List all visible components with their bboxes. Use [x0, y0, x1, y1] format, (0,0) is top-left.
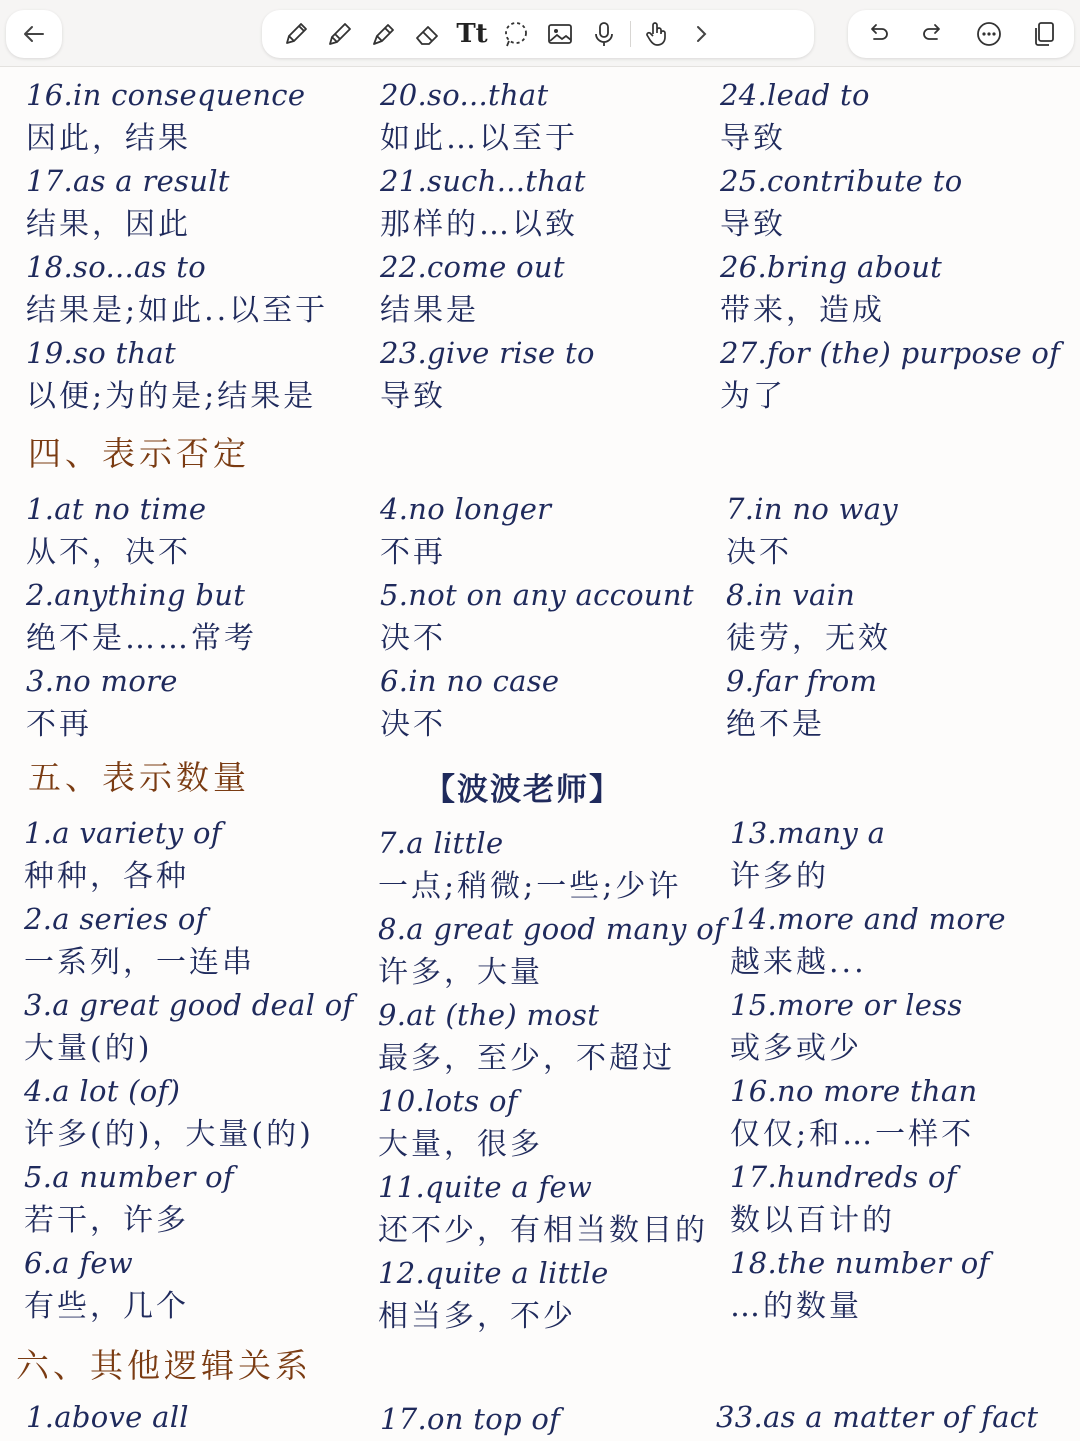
list-item: [24, 984, 354, 1070]
eraser-icon[interactable]: [406, 12, 450, 56]
phrase-en: 23.give rise to: [380, 336, 595, 370]
list-item: [24, 1070, 354, 1156]
phrase-en: 7.a little: [378, 826, 504, 860]
phrase-zh: 那样的…以致: [380, 207, 578, 242]
highlighter-icon[interactable]: [362, 12, 406, 56]
note-canvas: [0, 66, 1080, 1440]
list-item: [24, 898, 354, 984]
phrase-en: 21.such...that: [380, 164, 586, 198]
phrase-zh: 如此…以至于: [380, 121, 578, 156]
phrase-en: 11.quite a few: [378, 1170, 593, 1204]
phrase-zh: 导致: [380, 379, 446, 414]
phrase-zh: 最多，至少，不超过: [378, 1041, 675, 1076]
list-item: [26, 660, 257, 746]
phrase-en: 2.a series of: [24, 902, 207, 936]
phrase-zh: 结果是: [380, 293, 479, 328]
phrase-zh: 或多或少: [730, 1031, 862, 1066]
phrase-en: 6.in no case: [380, 664, 560, 698]
phrase-en: 4.a lot (of): [24, 1074, 181, 1108]
list-item: [726, 488, 898, 574]
phrase-en: 18.the number of: [730, 1246, 990, 1280]
more-icon[interactable]: [967, 12, 1011, 56]
phrase-en: 6.a few: [24, 1246, 133, 1280]
list-item: [26, 332, 328, 418]
phrase-en: 7.in no way: [726, 492, 898, 526]
phrase-en: 4.no longer: [380, 492, 552, 526]
phrase-en: 25.contribute to: [720, 164, 963, 198]
phrase-zh: 大量(的): [24, 1031, 153, 1066]
list-item: [380, 332, 595, 418]
phrase-en: 9.far from: [726, 664, 878, 698]
phrase-en: 18.so...as to: [26, 250, 207, 284]
phrase-zh: 为了: [720, 379, 786, 414]
list-item: [378, 1080, 725, 1166]
phrase-en: 2.anything but: [26, 578, 246, 612]
phrase-en: 22.come out: [380, 250, 565, 284]
list-item: [730, 984, 1006, 1070]
phrase-zh: 数以百计的: [730, 1203, 895, 1238]
text-tool-icon[interactable]: [450, 12, 494, 56]
phrase-zh: 决不: [380, 621, 446, 656]
phrase-zh: 许多(的)，大量(的): [24, 1117, 314, 1152]
top-toolbar: [0, 0, 1080, 67]
list-item: [720, 246, 1060, 332]
section-heading: 四、表示否定: [28, 434, 250, 473]
phrase-zh: 不再: [26, 707, 92, 742]
microphone-icon[interactable]: [582, 12, 626, 56]
list-item: [730, 812, 1006, 898]
section5-column-3: [730, 812, 1006, 1328]
phrase-zh: 结果，因此: [26, 207, 191, 242]
text-tool-label: Tt: [456, 19, 488, 49]
phrase-en: 14.more and more: [730, 902, 1006, 936]
phrase-en: 5.a number of: [24, 1160, 234, 1194]
section-heading: 五、表示数量: [28, 758, 250, 797]
list-item: [380, 574, 694, 660]
back-arrow-icon[interactable]: [12, 12, 56, 56]
pen-icon[interactable]: [274, 12, 318, 56]
phrase-zh: 许多，大量: [378, 955, 543, 990]
phrase-zh: 导致: [720, 207, 786, 242]
back-pill: [6, 10, 62, 58]
phrase-en: 16.in consequence: [26, 78, 306, 112]
phrase-en: 17.hundreds of: [730, 1160, 957, 1194]
phrase-en: 3.no more: [26, 664, 178, 698]
list-item: [720, 160, 1060, 246]
list-item: [378, 1166, 725, 1252]
list-item: [26, 488, 257, 574]
section4-column-3: [726, 488, 898, 746]
phrase-en: 20.so...that: [380, 78, 549, 112]
phrase-en: 33.as a matter of fact: [716, 1400, 1039, 1434]
chevron-right-icon[interactable]: [679, 12, 723, 56]
list-item: [720, 74, 1060, 160]
list-item: [24, 812, 354, 898]
section3-column-1: [26, 74, 328, 418]
list-item: [380, 488, 694, 574]
list-item: [380, 160, 595, 246]
phrase-en: 17.on top of: [380, 1402, 561, 1436]
image-icon[interactable]: [538, 12, 582, 56]
redo-icon[interactable]: [911, 12, 955, 56]
list-item: [380, 660, 694, 746]
phrase-en: 1.above all: [26, 1400, 189, 1434]
phrase-zh: 有些，几个: [24, 1289, 189, 1324]
phrase-en: 27.for (the) purpose of: [720, 336, 1061, 370]
section-heading: 六、其他逻辑关系: [16, 1346, 312, 1385]
phrase-zh: 不再: [380, 535, 446, 570]
phrase-zh: 一点;稍微;一些;少许: [378, 869, 682, 904]
list-item: [720, 332, 1060, 418]
list-item: [730, 898, 1006, 984]
phrase-en: 9.at (the) most: [378, 998, 600, 1032]
list-item: [726, 660, 898, 746]
phrase-en: 8.in vain: [726, 578, 856, 612]
section5-column-2: [378, 822, 725, 1338]
list-item: [26, 74, 328, 160]
list-item: [730, 1156, 1006, 1242]
phrase-en: 8.a great good many of: [378, 912, 726, 946]
phrase-en: 19.so that: [26, 336, 176, 370]
phrase-zh: 从不，决不: [26, 535, 191, 570]
list-item: [26, 160, 328, 246]
phrase-en: 1.a variety of: [24, 816, 222, 850]
list-item: [24, 1242, 354, 1328]
phrase-zh: 若干，许多: [24, 1203, 189, 1238]
phrase-zh: 决不: [380, 707, 446, 742]
phrase-en: 24.lead to: [720, 78, 870, 112]
phrase-en: 16.no more than: [730, 1074, 978, 1108]
list-item: [730, 1242, 1006, 1328]
phrase-en: 1.at no time: [26, 492, 207, 526]
section3-column-2: [380, 74, 595, 418]
tools-pill: [262, 10, 814, 58]
phrase-zh: 因此，结果: [26, 121, 191, 156]
section4-column-2: [380, 488, 694, 746]
section3-column-3: [720, 74, 1060, 418]
phrase-en: 17.as a result: [26, 164, 230, 198]
phrase-zh: 以便;为的是;结果是: [26, 379, 317, 414]
phrase-zh: 还不少，有相当数目的: [378, 1213, 708, 1248]
phrase-zh: 带来，造成: [720, 293, 885, 328]
list-item: [380, 246, 595, 332]
list-item: [24, 1156, 354, 1242]
hand-touch-icon[interactable]: [635, 12, 679, 56]
phrase-zh: 种种，各种: [24, 859, 189, 894]
list-item: [730, 1070, 1006, 1156]
actions-pill: [848, 10, 1074, 58]
phrase-zh: 许多的: [730, 859, 829, 894]
phrase-en: 13.many a: [730, 816, 886, 850]
phrase-zh: 绝不是: [726, 707, 825, 742]
list-item: [726, 574, 898, 660]
list-item: [26, 246, 328, 332]
pencil-icon[interactable]: [318, 12, 362, 56]
list-item: [378, 822, 725, 908]
phrase-zh: 越来越...: [730, 945, 867, 980]
phrase-en: 5.not on any account: [380, 578, 694, 612]
phrase-zh: 结果是;如此..以至于: [26, 293, 329, 328]
phrase-zh: 相当多，不少: [378, 1299, 576, 1334]
toolbar-separator: [630, 21, 631, 47]
undo-icon[interactable]: [856, 12, 900, 56]
phrase-en: 15.more or less: [730, 988, 963, 1022]
lasso-select-icon[interactable]: [494, 12, 538, 56]
phrase-en: 26.bring about: [720, 250, 943, 284]
phrase-zh: 徒劳，无效: [726, 621, 891, 656]
phrase-zh: 一系列，一连串: [24, 945, 255, 980]
list-item: [380, 74, 595, 160]
phrase-zh: 导致: [720, 121, 786, 156]
phrase-zh: 大量，很多: [378, 1127, 543, 1162]
author-tag: 【波波老师】: [424, 772, 622, 808]
pages-icon[interactable]: [1022, 12, 1066, 56]
phrase-zh: 绝不是……常考: [26, 621, 257, 656]
list-item: [378, 994, 725, 1080]
section4-column-1: [26, 488, 257, 746]
phrase-zh: 决不: [726, 535, 792, 570]
list-item: [378, 908, 725, 994]
phrase-zh: 仅仅;和…一样不: [730, 1117, 975, 1152]
list-item: [26, 574, 257, 660]
section5-column-1: [24, 812, 354, 1328]
phrase-en: 12.quite a little: [378, 1256, 609, 1290]
phrase-en: 3.a great good deal of: [24, 988, 354, 1022]
list-item: [378, 1252, 725, 1338]
phrase-zh: …的数量: [730, 1289, 862, 1324]
phrase-en: 10.lots of: [378, 1084, 518, 1118]
